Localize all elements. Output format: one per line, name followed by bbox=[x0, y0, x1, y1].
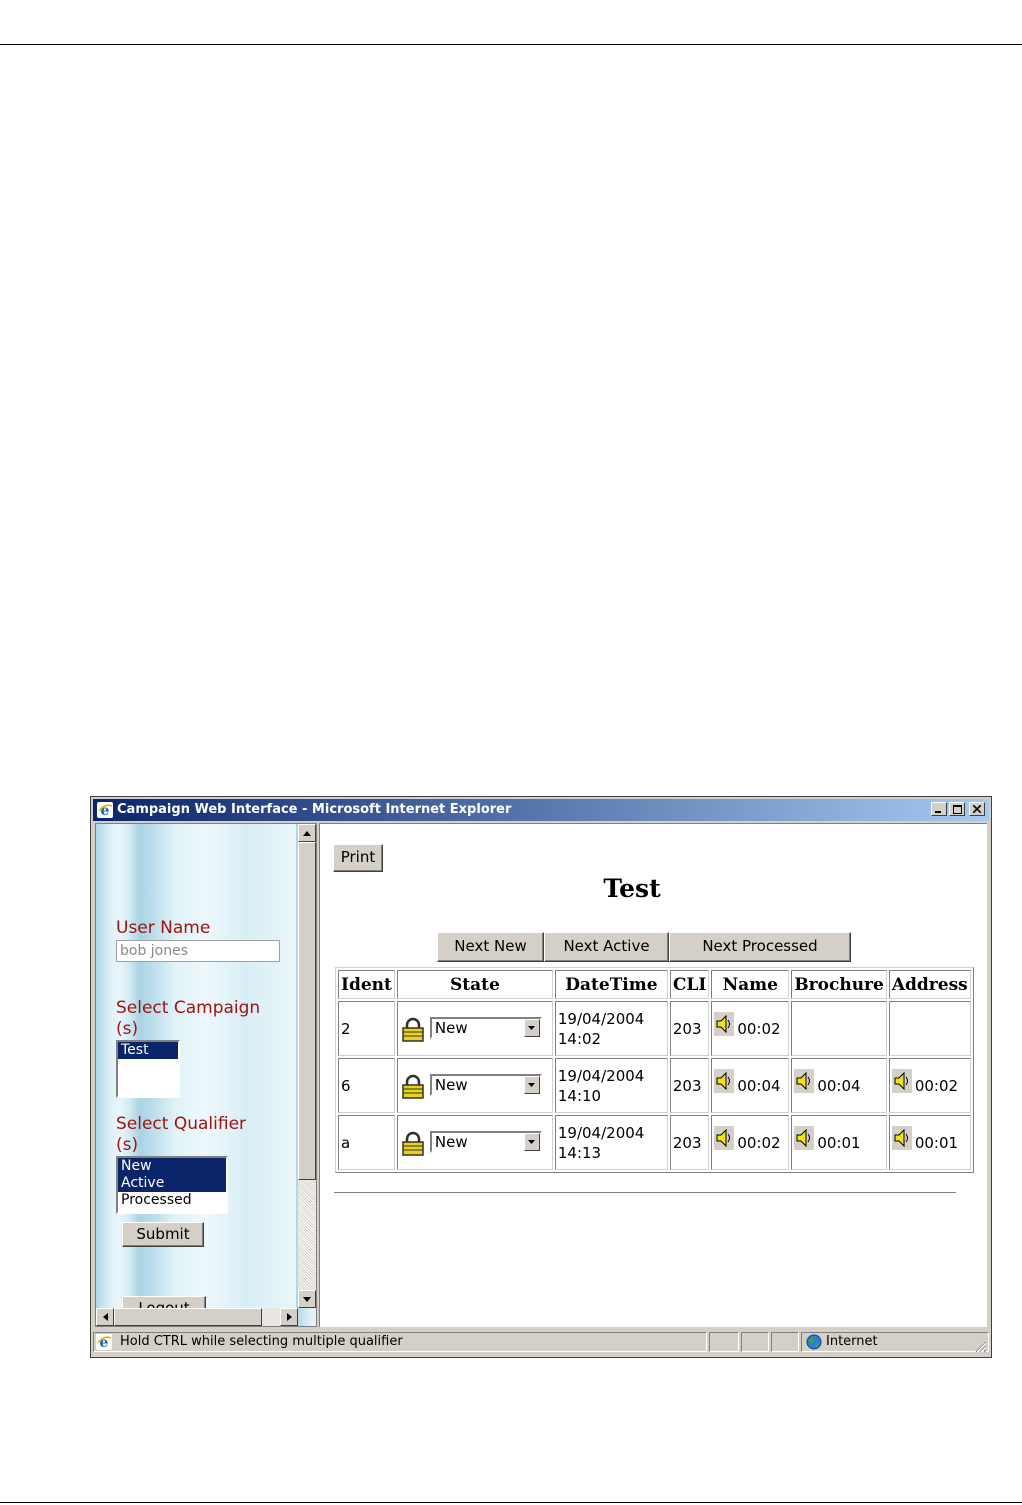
state-cell bbox=[397, 1115, 553, 1170]
left-frame-horizontal-scrollbar[interactable] bbox=[96, 1308, 298, 1326]
left-frame-vertical-scrollbar[interactable] bbox=[298, 824, 316, 1308]
name-audio-cell bbox=[711, 1001, 789, 1056]
datetime-cell bbox=[555, 1001, 668, 1056]
datetime-cell bbox=[555, 1115, 668, 1170]
qualifier-option-new[interactable]: New bbox=[118, 1158, 226, 1175]
cli-cell: 203 bbox=[670, 1058, 709, 1113]
time-value: 14:02 bbox=[557, 1029, 602, 1048]
column-header-ident: Ident bbox=[338, 970, 395, 999]
svg-text:e: e bbox=[100, 803, 110, 818]
table-row bbox=[338, 1058, 971, 1113]
window-title: Campaign Web Interface - Microsoft Internet Explorer bbox=[117, 802, 512, 817]
left-frame bbox=[95, 823, 317, 1327]
select-campaign-label: Select Campaign bbox=[116, 998, 261, 1018]
column-header-datetime: DateTime bbox=[555, 970, 668, 999]
date-value: 19/04/2004 bbox=[557, 1066, 645, 1085]
state-dropdown[interactable] bbox=[430, 1074, 542, 1096]
campaign-listbox[interactable] bbox=[116, 1040, 180, 1098]
address-duration: 00:02 bbox=[914, 1076, 959, 1095]
time-value: 14:13 bbox=[557, 1143, 602, 1162]
column-header-brochure: Brochure bbox=[791, 970, 887, 999]
arrow-left-icon bbox=[103, 1313, 108, 1321]
page-icon bbox=[96, 1334, 112, 1350]
chevron-down-icon bbox=[528, 1140, 535, 1144]
svg-text:e: e bbox=[99, 1335, 109, 1350]
status-panel bbox=[771, 1332, 799, 1352]
date-value: 19/04/2004 bbox=[557, 1123, 645, 1142]
qualifier-option-processed[interactable]: Processed bbox=[121, 1192, 192, 1208]
status-bar bbox=[93, 1329, 989, 1355]
submit-button[interactable]: Submit bbox=[122, 1222, 204, 1247]
next-processed-button[interactable]: Next Processed bbox=[669, 932, 851, 962]
select-qualifier-label-suffix: (s) bbox=[116, 1135, 139, 1155]
minimize-icon bbox=[935, 805, 943, 813]
arrow-up-icon bbox=[303, 831, 311, 836]
lock-icon[interactable] bbox=[400, 1131, 426, 1157]
next-new-button[interactable]: Next New bbox=[437, 932, 544, 962]
address-audio-cell bbox=[889, 1058, 971, 1113]
arrow-down-icon bbox=[303, 1297, 311, 1302]
state-value: New bbox=[434, 1019, 468, 1037]
print-button[interactable]: Print bbox=[333, 844, 383, 872]
maximize-icon bbox=[953, 805, 962, 814]
datetime-cell bbox=[555, 1058, 668, 1113]
dropdown-arrow-button[interactable] bbox=[524, 1076, 540, 1094]
main-frame bbox=[319, 823, 987, 1327]
resize-grip-icon[interactable] bbox=[973, 1339, 987, 1353]
chevron-down-icon bbox=[528, 1083, 535, 1087]
time-value: 14:10 bbox=[557, 1086, 602, 1105]
speaker-icon[interactable] bbox=[794, 1069, 814, 1093]
vertical-scroll-track[interactable] bbox=[298, 1180, 316, 1290]
next-active-button[interactable]: Next Active bbox=[544, 932, 669, 962]
ident-cell: 6 bbox=[338, 1058, 395, 1113]
speaker-icon[interactable] bbox=[794, 1126, 814, 1150]
cli-cell: 203 bbox=[670, 1001, 709, 1056]
content-divider bbox=[334, 1192, 956, 1194]
scroll-right-button[interactable] bbox=[280, 1308, 298, 1326]
address-audio-cell bbox=[889, 1115, 971, 1170]
qualifier-option-active[interactable]: Active bbox=[118, 1175, 226, 1192]
name-audio-cell bbox=[711, 1058, 789, 1113]
column-header-address: Address bbox=[889, 970, 971, 999]
close-button[interactable] bbox=[969, 802, 985, 816]
maximize-button[interactable] bbox=[949, 802, 965, 816]
brochure-audio-cell bbox=[791, 1058, 887, 1113]
dropdown-arrow-button[interactable] bbox=[524, 1133, 540, 1151]
brochure-duration: 00:01 bbox=[817, 1133, 861, 1152]
page-header-rule bbox=[0, 44, 1022, 45]
chevron-down-icon bbox=[528, 1026, 535, 1030]
table-header-row bbox=[338, 970, 971, 999]
vertical-scroll-thumb[interactable] bbox=[298, 842, 316, 1180]
browser-window bbox=[90, 796, 992, 1358]
name-duration: 00:04 bbox=[737, 1076, 781, 1095]
qualifier-listbox[interactable] bbox=[116, 1156, 228, 1214]
scroll-down-button[interactable] bbox=[298, 1290, 316, 1308]
status-panel bbox=[709, 1332, 739, 1352]
speaker-icon[interactable] bbox=[714, 1069, 734, 1093]
lock-icon[interactable] bbox=[400, 1074, 426, 1100]
brochure-duration: 00:04 bbox=[817, 1076, 861, 1095]
column-header-state: State bbox=[397, 970, 553, 999]
brochure-cell bbox=[791, 1001, 887, 1056]
table-row bbox=[338, 1001, 971, 1056]
select-qualifier-label: Select Qualifier bbox=[116, 1114, 247, 1134]
status-panel bbox=[741, 1332, 769, 1352]
dropdown-arrow-button[interactable] bbox=[524, 1019, 540, 1037]
address-duration: 00:01 bbox=[914, 1133, 959, 1152]
status-message: Hold CTRL while selecting multiple qualifier bbox=[120, 1334, 403, 1349]
speaker-icon[interactable] bbox=[892, 1069, 912, 1093]
scroll-left-button[interactable] bbox=[96, 1308, 114, 1326]
ident-cell: a bbox=[338, 1115, 395, 1170]
state-value: New bbox=[434, 1076, 468, 1094]
username-label: User Name bbox=[116, 918, 211, 938]
column-header-cli: CLI bbox=[670, 970, 709, 999]
state-dropdown[interactable] bbox=[430, 1017, 542, 1039]
arrow-right-icon bbox=[287, 1313, 292, 1321]
minimize-button[interactable] bbox=[931, 802, 947, 816]
select-campaign-label-suffix: (s) bbox=[116, 1019, 139, 1039]
scroll-up-button[interactable] bbox=[298, 824, 316, 842]
state-cell bbox=[397, 1001, 553, 1056]
state-cell bbox=[397, 1058, 553, 1113]
username-field[interactable]: bob jones bbox=[116, 940, 280, 962]
state-dropdown[interactable] bbox=[430, 1131, 542, 1153]
campaign-option[interactable]: Test bbox=[118, 1042, 178, 1059]
page-footer-rule bbox=[0, 1502, 1022, 1503]
name-audio-cell bbox=[711, 1115, 789, 1170]
records-table bbox=[335, 967, 974, 1173]
speaker-icon[interactable] bbox=[892, 1126, 912, 1150]
brochure-audio-cell bbox=[791, 1115, 887, 1170]
table-row bbox=[338, 1115, 971, 1170]
speaker-icon[interactable] bbox=[714, 1012, 734, 1036]
speaker-icon[interactable] bbox=[714, 1126, 734, 1150]
horizontal-scroll-thumb[interactable] bbox=[114, 1308, 262, 1326]
name-duration: 00:02 bbox=[737, 1133, 781, 1152]
title-bar[interactable] bbox=[93, 799, 989, 821]
globe-icon bbox=[806, 1334, 822, 1350]
close-icon bbox=[973, 805, 981, 813]
internet-explorer-icon bbox=[97, 802, 113, 818]
name-duration: 00:02 bbox=[737, 1019, 781, 1038]
cli-cell: 203 bbox=[670, 1115, 709, 1170]
security-zone-label: Internet bbox=[826, 1334, 878, 1349]
status-message-panel bbox=[93, 1332, 707, 1352]
security-zone-panel bbox=[801, 1332, 989, 1352]
column-header-name: Name bbox=[711, 970, 789, 999]
address-cell bbox=[889, 1001, 971, 1056]
ident-cell: 2 bbox=[338, 1001, 395, 1056]
lock-icon[interactable] bbox=[400, 1017, 426, 1043]
date-value: 19/04/2004 bbox=[557, 1009, 645, 1028]
page-title: Test bbox=[603, 874, 661, 903]
state-value: New bbox=[434, 1133, 468, 1151]
